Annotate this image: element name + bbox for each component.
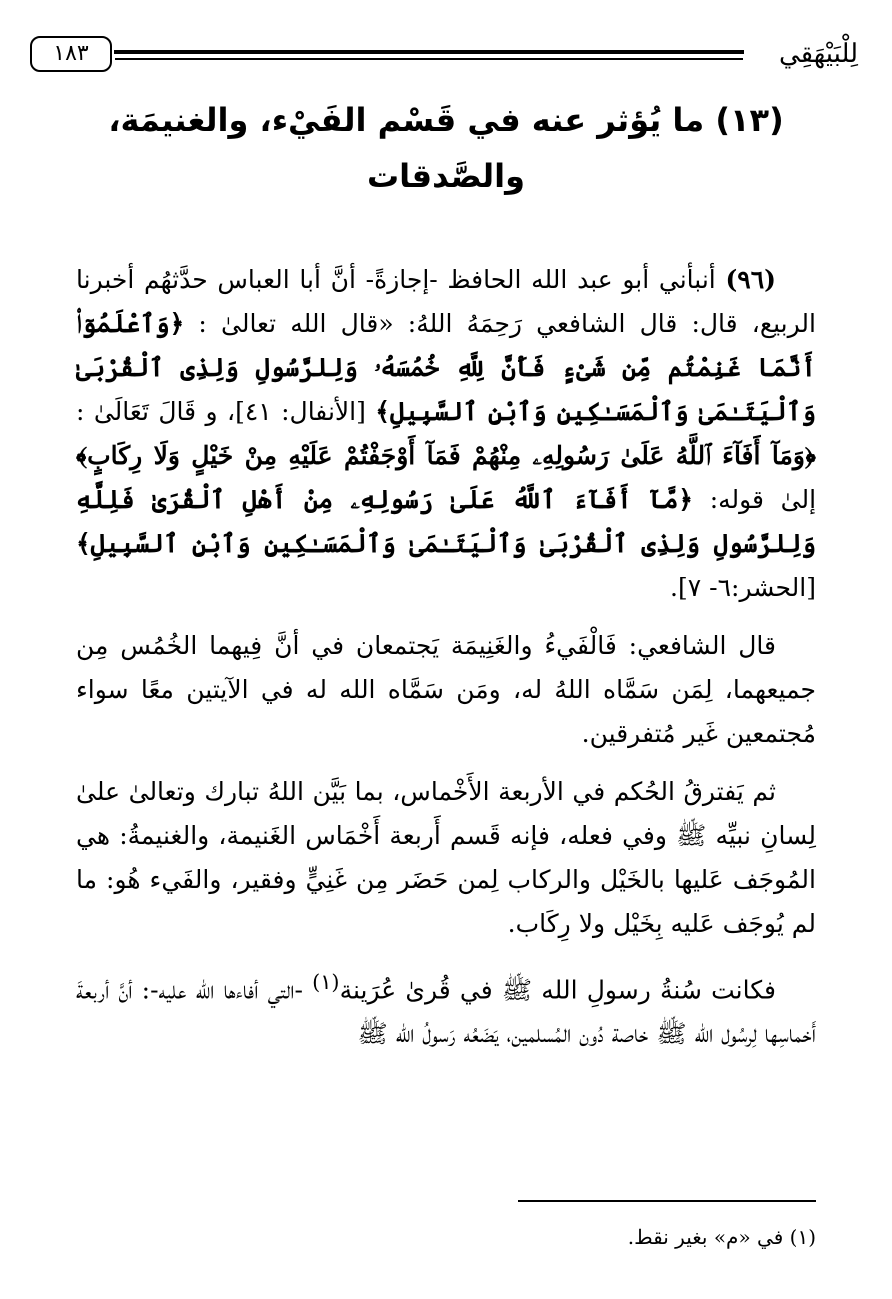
hadith-number: (٩٦): [725, 265, 776, 294]
body-text: [76, 258, 816, 1070]
running-title: لِلْبَيْهَقِي: [778, 39, 858, 69]
sunnah-text-start: فكانت سُنةُ رسولِ الله ﷺ في قُرىٰ عُرَينة: [339, 975, 776, 1005]
footnote-rule: [518, 1200, 816, 1202]
hadith-intro: أنبأني أبو عبد الله الحافظ -إجازةً- أنَّ أبا العباس حدَّثهُم أخبرنا الربيع، قال: قال الشافعي رَحِمَهُ اللهُ: «قال الله تعالىٰ :: [76, 265, 816, 338]
connector-text: إلىٰ قوله:: [709, 485, 817, 514]
quran-verse-hashr-7: ﴿مَّآ أَفَآءَ ٱللَّهُ عَلَىٰ رَسُولِهِۦ مِنْ أَهْلِ ٱلْقُرَىٰ فَلِلَّهِ وَلِلرَّسُولِ وَلِذِى ٱلْقُرْبَىٰ وَٱلْيَتَـٰمَىٰ وَٱلْمَسَـٰكِينِ وَٱبْنِ ٱلسَّبِيلِ﴾: [76, 485, 816, 558]
verse-reference-hashr: [الحشر:٦- ٧].: [670, 573, 816, 602]
paragraph-shafii: قال الشافعي: فَالْفَيءُ والغَنِيمَة يَجتمعان في أنَّ فِيهما الخُمُس مِن جميعهما، لِمَن سَمَّاه اللهُ له، ومَن سَمَّاه الله له في الآيتين معًا سواء مُجتمعين غَير مُتفرقين.: [76, 631, 816, 748]
page-number: ١٨٣: [30, 36, 112, 72]
page-header: [30, 36, 862, 76]
chapter-title: (١٣) ما يُؤثر عنه في قَسْم الفَيْء، والغنيمَة، والصَّدقات: [108, 101, 784, 195]
verse-reference-anfal: [الأنفال: ٤١]، و قَالَ تَعَالَىٰ :: [76, 397, 366, 426]
paragraph-sunnah: [76, 960, 816, 1056]
paragraph-hadith-96: [76, 258, 816, 610]
footnote-marker: (١): [312, 970, 340, 994]
header-rule: [114, 50, 744, 54]
paragraph-ruling: ثم يَفترقُ الحُكم في الأربعة الأَخْماس، بما بَيَّن اللهُ تبارك وتعالىٰ علىٰ لِسانِ نبيِّه ﷺ وفي فعله، فإنه قَسم أَربعة أَخْمَاس الغَنيمة، والغنيمةُ: هي المُوجَف عَليها بالخَيْل والركاب لِمن حَضَر مِن غَنِيٍّ وفقير، والفَيء هُو: ما لم يُوجَف عَليه بِخَيْل ولا رِكَاب.: [76, 777, 816, 938]
sunnah-text-end: -التي أفاءها الله عليه-: أنَّ أربعةَ أَخماسِها لِرسُول الله ﷺ خاصة دُون المُسلمين، يَضَعُه رَسولُ الله ﷺ: [76, 975, 816, 1049]
quran-verse-hashr-6: ﴿وَمَآ أَفَآءَ ٱللَّهُ عَلَىٰ رَسُولِهِۦ مِنْهُمْ فَمَآ أَوْجَفْتُمْ عَلَيْهِ مِنْ خَيْلٍ وَلَا رِكَابٍ﴾: [76, 441, 816, 470]
footnote: (١) في «م» بغير نقط.: [627, 1225, 816, 1249]
quran-verse-anfal: ﴿وَٱعْلَمُوٓا۟ أَنَّمَا غَنِمْتُم مِّن شَىْءٍ فَأَنَّ لِلَّهِ خُمُسَهُۥ وَلِلرَّسُولِ وَلِذِى ٱلْقُرْبَىٰ وَٱلْيَتَـٰمَىٰ وَٱلْمَسَـٰكِينِ وَٱبْنِ ٱلسَّبِيلِ﴾: [76, 309, 816, 426]
